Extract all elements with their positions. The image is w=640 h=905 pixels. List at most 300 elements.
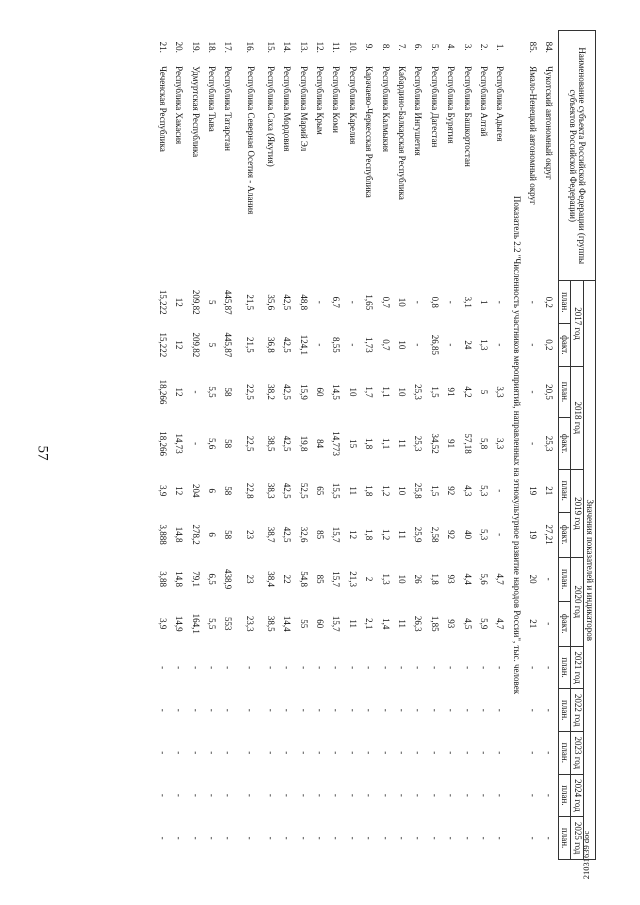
row-value: 1,8 (364, 529, 375, 541)
row-value: 11 (347, 619, 358, 629)
row-number: 8. (380, 43, 391, 51)
row-value: 278,2 (190, 524, 201, 545)
row-value: - (315, 343, 326, 347)
row-value: - (446, 793, 457, 797)
row-value: - (190, 442, 201, 446)
row-value: - (462, 751, 473, 755)
row-number: 15. (265, 41, 276, 53)
row-region-name: Республика Бурятия (446, 66, 457, 144)
row-value: - (495, 343, 506, 347)
row-value: - (331, 793, 342, 797)
row-value: - (495, 708, 506, 712)
row-number: 18. (207, 41, 218, 53)
row-value: 25,9 (413, 526, 424, 543)
page-number: 57 (34, 445, 51, 461)
row-value: - (396, 708, 407, 712)
row-value: 1,5 (429, 386, 440, 398)
row-value: 15,5 (331, 482, 342, 499)
row-value: 23 (244, 530, 255, 540)
row-value: 34,52 (429, 433, 440, 454)
row-value: 21 (544, 486, 555, 496)
table-row (155, 31, 171, 860)
row-value: - (380, 836, 391, 840)
table-row (427, 31, 443, 860)
row-value: - (462, 793, 473, 797)
row-number: 11. (331, 41, 342, 53)
row-value: - (446, 751, 457, 755)
row-value: - (528, 666, 539, 670)
row-value: - (347, 666, 358, 670)
row-value: 4,7 (495, 573, 506, 585)
row-value: 18,266 (157, 431, 168, 456)
row-value: 0,8 (429, 296, 440, 308)
row-value: 1 (478, 300, 489, 305)
row-value: 19 (528, 530, 539, 540)
row-value: 26,85 (429, 334, 440, 355)
row-value: 14,4 (282, 615, 293, 632)
row-value: 93 (446, 619, 457, 629)
row-value: - (528, 708, 539, 712)
row-value: - (380, 708, 391, 712)
row-value: 42,5 (282, 526, 293, 543)
row-value: - (315, 666, 326, 670)
row-value: 36,8 (265, 337, 276, 353)
row-value: - (298, 751, 309, 755)
row-number: 9. (364, 43, 375, 51)
row-value: 10 (396, 486, 407, 496)
row-value: 0,2 (544, 296, 555, 308)
row-value: 10 (396, 340, 407, 350)
row-value: 553 (223, 616, 234, 631)
row-value: - (544, 751, 555, 755)
row-value: 25,3 (413, 384, 424, 400)
row-value: - (244, 793, 255, 797)
row-value: 58 (223, 486, 234, 496)
row-value: 5 (207, 342, 218, 348)
row-value: - (347, 793, 358, 797)
header-year: 2017 год (571, 281, 583, 366)
row-value: 60 (315, 387, 326, 397)
row-region-name: Республика Мордовия (282, 66, 293, 152)
row-value: - (207, 666, 218, 670)
header-year: 2023 год (571, 732, 583, 775)
table-header (558, 31, 595, 860)
table-row (279, 31, 295, 860)
row-region-name: Республика Дагестан (429, 66, 440, 148)
row-value: - (347, 708, 358, 712)
row-number: 5. (429, 43, 440, 51)
row-value: 15,7 (331, 571, 342, 588)
row-value: 438,9 (223, 569, 234, 590)
row-number: 13. (298, 41, 309, 53)
row-value: 0,7 (380, 339, 391, 351)
row-value: 26,3 (413, 615, 424, 632)
row-value: - (528, 836, 539, 840)
row-value: - (364, 666, 375, 670)
row-value: 42,5 (282, 294, 293, 311)
row-value: - (380, 666, 391, 670)
header-year: 2022 год (571, 689, 583, 732)
header-year: 2018 год (571, 366, 583, 469)
header-plan: план. (558, 732, 570, 775)
rotated-table-container (76, 30, 596, 860)
row-value: - (413, 708, 424, 712)
row-value: 3,888 (157, 524, 168, 545)
row-value: 8,55 (331, 337, 342, 353)
row-value: - (495, 666, 506, 670)
row-region-name: Республика Хакасия (174, 66, 185, 145)
row-value: 84 (315, 439, 326, 449)
row-value: - (429, 836, 440, 840)
section-title: Показатель 2.2 "Численность участников мероприятий, направленных на этнокультурное развитие народов России", тыс. человек (511, 195, 522, 695)
row-value: 2,58 (429, 526, 440, 543)
row-value: 15,7 (331, 526, 342, 543)
row-value: 22 (282, 574, 293, 584)
row-value: - (282, 836, 293, 840)
row-number: 21. (157, 41, 168, 53)
row-value: 5,3 (478, 485, 489, 497)
row-value: 19 (528, 486, 539, 496)
row-value: - (207, 751, 218, 755)
row-value: - (364, 836, 375, 840)
row-value: - (462, 708, 473, 712)
row-value: 18,266 (157, 379, 168, 405)
row-number: 14. (282, 41, 293, 53)
row-value: 6 (207, 488, 218, 493)
row-value: - (429, 666, 440, 670)
row-value: 14,773 (331, 431, 342, 456)
row-value: 1,85 (429, 615, 440, 632)
row-region-name: Республика Адыгея (495, 66, 506, 142)
row-value: - (446, 343, 457, 347)
row-value: - (298, 836, 309, 840)
row-value: - (495, 793, 506, 797)
row-value: - (265, 751, 276, 755)
table-row (237, 31, 263, 860)
row-value: 24 (462, 340, 473, 350)
row-value: - (190, 751, 201, 755)
row-number: 19. (190, 41, 201, 53)
row-value: 65 (315, 486, 326, 496)
row-region-name: Республика Саха (Якутия) (265, 66, 276, 167)
header-fact: факт. (558, 512, 570, 557)
row-value: 1,8 (429, 573, 440, 585)
row-value: - (265, 666, 276, 670)
row-value: - (364, 751, 375, 755)
row-value: - (413, 343, 424, 347)
row-value: 10 (347, 387, 358, 397)
section-row (509, 31, 525, 860)
row-value: - (528, 751, 539, 755)
row-value: 2,1 (364, 618, 375, 630)
row-number: 7. (396, 43, 407, 51)
row-value: 15 (347, 439, 358, 449)
row-value: - (380, 793, 391, 797)
table-body (155, 31, 558, 860)
row-value: 14,73 (174, 433, 185, 454)
row-value: 25,8 (413, 482, 424, 499)
row-value: 209,82 (190, 332, 201, 358)
row-value: - (528, 300, 539, 304)
table-row (377, 31, 393, 860)
row-value: 2 (364, 576, 375, 582)
row-value: 3,1 (462, 296, 473, 308)
row-value: - (413, 793, 424, 797)
row-value: 11 (396, 530, 407, 539)
row-value: - (446, 836, 457, 840)
row-value: 5,3 (478, 529, 489, 541)
row-number: 3. (462, 43, 473, 51)
row-value: - (223, 666, 234, 670)
row-value: - (478, 751, 489, 755)
row-value: 1,5 (429, 485, 440, 497)
table-row (394, 31, 410, 860)
row-value: - (174, 666, 185, 670)
row-value: 26 (413, 574, 424, 584)
row-value: - (413, 751, 424, 755)
row-value: - (331, 666, 342, 670)
row-value: - (282, 793, 293, 797)
row-value: 54,8 (298, 571, 309, 588)
row-value: 38,5 (265, 615, 276, 632)
row-value: - (174, 751, 185, 755)
row-value: - (446, 666, 457, 670)
row-value: - (495, 836, 506, 840)
row-value: - (265, 793, 276, 797)
row-value: - (446, 708, 457, 712)
row-value: 42,5 (282, 435, 293, 452)
row-value: - (315, 708, 326, 712)
row-region-name: Чеченская Республика (157, 66, 168, 152)
table-row (295, 31, 311, 860)
row-value: 55 (298, 619, 309, 629)
header-plan: план. (558, 646, 570, 689)
row-value: 22,8 (244, 482, 255, 499)
row-region-name: Республика Крым (315, 66, 326, 135)
table-row (410, 31, 426, 860)
row-value: - (478, 708, 489, 712)
row-value: - (544, 666, 555, 670)
row-value: 1,73 (364, 337, 375, 353)
row-value: 5,9 (478, 618, 489, 630)
row-value: 58 (223, 439, 234, 449)
row-region-name: Кабардино-Балкарская Республика (396, 66, 407, 200)
row-value: - (282, 751, 293, 755)
row-value: 60 (315, 619, 326, 629)
row-value: - (174, 836, 185, 840)
header-year: 2020 год (571, 557, 583, 646)
row-value: 12 (174, 297, 185, 307)
row-value: 4,2 (462, 386, 473, 398)
row-value: 21,3 (347, 571, 358, 588)
table-row (541, 31, 558, 860)
row-value: 14,5 (331, 384, 342, 400)
row-value: 1,3 (478, 339, 489, 351)
row-value: 6,5 (207, 573, 218, 585)
row-value: - (223, 708, 234, 712)
row-value: 3,9 (157, 485, 168, 497)
row-value: 22,5 (244, 384, 255, 400)
row-value: 91 (446, 439, 457, 449)
table-row (525, 31, 541, 860)
row-value: - (174, 793, 185, 797)
row-value: 52,5 (298, 482, 309, 499)
row-value: - (544, 708, 555, 712)
row-value: - (315, 836, 326, 840)
row-region-name: Республика Алтай (478, 66, 489, 137)
row-value: - (190, 793, 201, 797)
row-value: - (223, 836, 234, 840)
row-value: - (478, 793, 489, 797)
row-value: - (244, 708, 255, 712)
row-value: 92 (446, 486, 457, 496)
row-value: 38,5 (265, 435, 276, 452)
row-value: - (174, 708, 185, 712)
row-value: - (528, 343, 539, 347)
row-value: 1,1 (380, 438, 391, 450)
table-row (492, 31, 508, 860)
header-year: 2021 год (571, 646, 583, 689)
header-plan: план. (558, 817, 570, 860)
row-value: - (478, 836, 489, 840)
header-plan: план. (558, 281, 570, 324)
row-value: 19,8 (298, 435, 309, 452)
row-value: - (244, 751, 255, 755)
row-value: - (495, 533, 506, 537)
row-value: 3,3 (495, 386, 506, 398)
row-value: 21,5 (244, 337, 255, 353)
row-value: - (157, 666, 168, 670)
header-plan: план. (558, 689, 570, 732)
header-plan: план. (558, 557, 570, 601)
header-fact: факт. (558, 601, 570, 646)
row-value: 0,2 (544, 339, 555, 351)
row-value: - (544, 577, 555, 581)
row-value: - (396, 751, 407, 755)
row-value: - (364, 708, 375, 712)
row-region-name: Республика Калмыкия (380, 66, 391, 153)
row-value: - (265, 836, 276, 840)
row-value: 57,18 (462, 433, 473, 454)
header-values-group: Значения показателей и индикаторов (583, 281, 595, 860)
row-value: 48,8 (298, 294, 309, 311)
header-year: 2019 год (571, 469, 583, 557)
row-value: 10 (396, 574, 407, 584)
row-value: 5,5 (207, 618, 218, 630)
row-value: - (315, 793, 326, 797)
row-value: 1,8 (364, 485, 375, 497)
row-value: - (528, 390, 539, 394)
row-value: - (462, 666, 473, 670)
row-value: 209,82 (190, 289, 201, 315)
row-value: 38,2 (265, 384, 276, 400)
header-year: 2024 год (571, 774, 583, 817)
row-number: 16. (244, 41, 255, 53)
row-value: - (298, 666, 309, 670)
row-value: - (478, 666, 489, 670)
row-value: - (157, 751, 168, 755)
row-region-name: Карачаево-Черкесская Республика (364, 66, 375, 198)
header-fact: факт. (558, 418, 570, 470)
row-value: - (364, 793, 375, 797)
row-value: - (495, 300, 506, 304)
row-value: - (396, 793, 407, 797)
table-row (187, 31, 203, 860)
row-value: 38,4 (265, 571, 276, 588)
row-value: 35,6 (265, 294, 276, 311)
row-value: - (429, 708, 440, 712)
row-value: - (413, 836, 424, 840)
row-value: 12 (174, 340, 185, 350)
row-value: - (207, 793, 218, 797)
row-value: 14,9 (174, 615, 185, 632)
row-value: 25,3 (413, 435, 424, 452)
row-value: - (265, 708, 276, 712)
row-value: 5,6 (207, 438, 218, 450)
row-value: - (544, 836, 555, 840)
row-value: 27,21 (544, 524, 555, 545)
footer-code: 21031639 doc (581, 830, 591, 880)
row-value: 1,4 (380, 618, 391, 630)
row-value: 15,222 (157, 332, 168, 358)
row-value: 1,1 (380, 386, 391, 398)
row-value: 42,5 (282, 337, 293, 353)
row-value: - (190, 666, 201, 670)
row-value: - (223, 793, 234, 797)
row-value: 5,6 (478, 573, 489, 585)
row-value: 21 (528, 619, 539, 629)
row-value: 3,88 (157, 571, 168, 588)
row-value: 42,5 (282, 384, 293, 400)
row-number: 1. (495, 43, 506, 51)
row-region-name: Республика Тыва (207, 66, 218, 132)
row-value: - (429, 793, 440, 797)
row-value: - (544, 622, 555, 626)
header-year: 2025 год (571, 817, 583, 860)
row-value: 11 (347, 486, 358, 496)
row-value: 4,5 (462, 618, 473, 630)
table-row (312, 31, 328, 860)
row-value: 20 (528, 574, 539, 584)
row-region-name: Республика Северная Осетия - Алания (245, 66, 256, 215)
row-value: - (380, 751, 391, 755)
row-value: 4,3 (462, 485, 473, 497)
row-value: - (544, 793, 555, 797)
row-value: 1,8 (364, 438, 375, 450)
row-number: 17. (223, 41, 234, 53)
table-row (459, 31, 475, 860)
table-row (263, 31, 279, 860)
row-value: - (298, 708, 309, 712)
row-value: 445,87 (223, 289, 234, 315)
header-plan: план. (558, 469, 570, 512)
row-value: - (207, 836, 218, 840)
row-value: - (347, 751, 358, 755)
row-value: - (207, 708, 218, 712)
row-value: 4,4 (462, 573, 473, 585)
row-value: - (396, 836, 407, 840)
row-value: - (282, 708, 293, 712)
row-value: 23,3 (244, 615, 255, 632)
row-value: - (315, 751, 326, 755)
row-value: 1,7 (364, 386, 375, 398)
row-number: 20. (174, 41, 185, 53)
row-value: - (528, 793, 539, 797)
row-value: 10 (396, 387, 407, 397)
row-value: - (223, 751, 234, 755)
row-value: 15,7 (331, 615, 342, 632)
table-row (220, 31, 236, 860)
